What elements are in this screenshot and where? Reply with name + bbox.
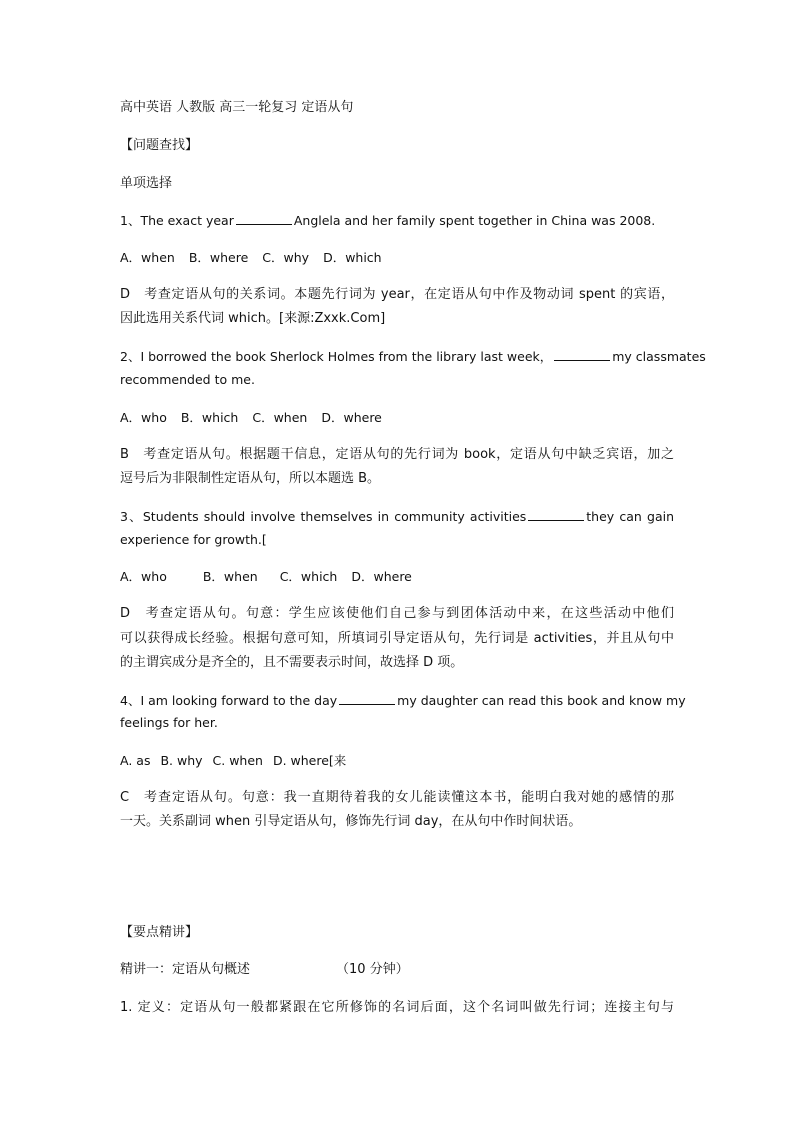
question-3-stem-end: they can gain [586,509,674,524]
question-1-stem-end: Anglela and her family spent together in China was 2008. [293,213,656,228]
option-d: D．where [351,569,412,584]
answer-4-line-2: 一天。关系副词 when 引导定语从句，修饰先行词 day，在从句中作时间状语。 [120,814,582,829]
lecture-1-title: 精讲一：定语从句概述 [120,962,251,977]
question-4-stem-start: 4、I am looking forward to the day [120,693,338,708]
answer-4-line-1: C 考查定语从句。句意：我一直期待着我的女儿能读懂这本书，能明白我对她的感情的那 [120,790,674,805]
option-b: B．when [202,569,258,584]
option-d: D．where [321,410,382,425]
option-a: A．who [120,569,167,584]
question-4-line-1 [120,689,686,713]
question-3-stem-start: 3、Students should involve themselves in community activities [120,509,527,524]
option-b: B．where [188,250,249,265]
option-b: B. why [160,753,203,768]
question-2-stem-start: 2、I borrowed the book Sherlock Holmes from the library last week， [120,349,553,364]
question-4-options [120,751,360,771]
question-3-line-1 [120,505,674,529]
doc-title: 高中英语 人教版 高三一轮复习 定语从句 [120,100,354,115]
question-1-options [120,248,396,268]
subsection-title-single-choice: 单项选择 [120,176,173,191]
lecture-1-heading [120,960,409,980]
answer-1-line-1: D 考查定语从句的关系词。本题先行词为 year，在定语从句中作及物动词 spent 的宾语， [120,287,674,302]
option-a: A．when [120,250,175,265]
answer-3-line-3: 的主谓宾成分是齐全的，且不需要表示时间，故选择 D 项。 [120,655,464,670]
question-2-stem-end: my classmates [612,349,706,364]
question-1-blank [236,211,292,225]
lecture-1-time: （10 分钟） [336,962,409,977]
answer-1-line-2: 因此选用关系代词 which。[来源:Zxxk.Com] [120,311,386,326]
question-4-line-2: feelings for her. [120,715,218,730]
answer-3-line-2: 可以获得成长经验。根据句意可知，所填词引导定语从句，先行词是 activities，并且从句中 [120,631,674,646]
option-c: C．why [262,250,310,265]
question-2-blank [554,347,610,361]
answer-2-line-1: B 考查定语从句。根据题干信息，定语从句的先行词为 book，定语从句中缺乏宾语，加之 [120,447,674,462]
option-c: C．when [252,410,308,425]
question-2-options [120,408,396,428]
answer-2-line-2: 逗号后为非限制性定语从句，所以本题选 B。 [120,471,381,486]
option-c: C．which [279,569,338,584]
option-a: A．who [120,410,167,425]
question-4-blank [339,691,395,705]
question-1-stem-start: 1、The exact year [120,213,234,228]
question-2-line-1 [120,345,706,369]
question-3-line-2: experience for growth.[ [120,532,267,547]
question-3-options [120,567,426,587]
option-a: A. as [120,753,151,768]
option-d: D. where[来 [272,753,347,768]
section-title-key-points: 【要点精讲】 [120,925,199,940]
question-3-blank [528,507,584,521]
option-d: D．which [323,250,382,265]
question-2-line-2: recommended to me. [120,372,255,387]
option-b: B．which [180,410,239,425]
section-title-problem-finding: 【问题查找】 [120,138,199,153]
question-4-stem-end: my daughter can read this book and know my [397,693,686,708]
question-1 [120,211,655,231]
option-c: C. when [212,753,263,768]
definition-line: 1. 定义：定语从句一般都紧跟在它所修饰的名词后面，这个名词叫做先行词；连接主句与 [120,1000,674,1015]
answer-3-line-1: D 考查定语从句。句意：学生应该使他们自己参与到团体活动中来，在这些活动中他们 [120,606,674,621]
